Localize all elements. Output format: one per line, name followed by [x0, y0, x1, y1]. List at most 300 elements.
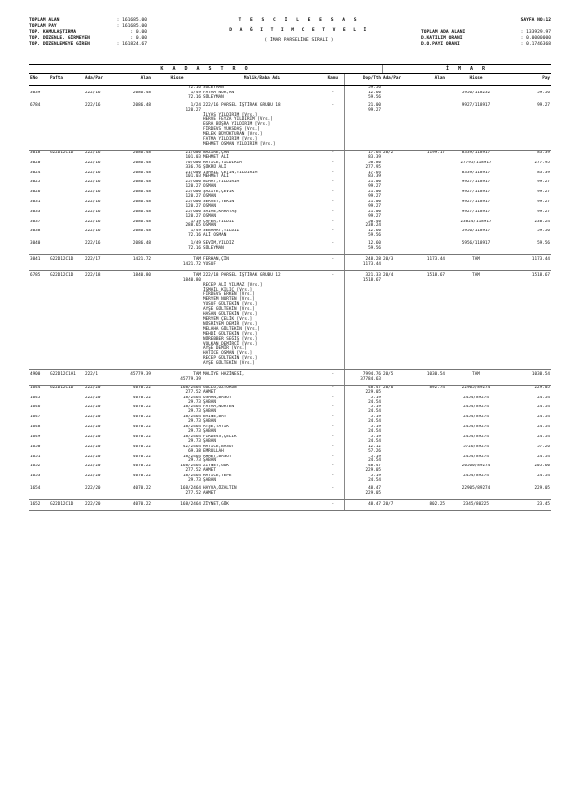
entry-number: 3018	[30, 150, 41, 155]
pafta-cell	[49, 455, 84, 465]
kamu-cell: -	[331, 405, 335, 410]
imar-adapar-cell	[382, 445, 410, 455]
kamu-cell: -	[322, 270, 344, 369]
entry-number: 3041	[29, 255, 49, 271]
pafta-cell: G22D12C1A1	[49, 370, 84, 386]
imar-adapar-cell	[382, 239, 410, 254]
owner-cell: SÜLEYMAN	[203, 85, 224, 90]
adapar-cell: 222/20	[85, 385, 101, 390]
imar-adapar-cell	[382, 455, 410, 465]
pay-cell: 99.27	[537, 209, 550, 214]
owner-cell: FATMA,NURTEN ŞABAN	[203, 405, 235, 415]
header-total-value: : 161824.67	[116, 42, 147, 48]
imar-adapar-cell: 20/4	[382, 270, 410, 369]
entry-number: 1652	[29, 499, 49, 510]
adapar-cell: 222/16	[85, 199, 101, 204]
area-cell: 4070.22	[132, 425, 151, 430]
imar-share-cell: 9927/118917	[461, 180, 491, 185]
title-tescile-esas: T E S C İ L E E S A S	[238, 18, 360, 23]
title-sort-note: ( İMAR PARSELİNE SIRALI )	[264, 38, 334, 44]
distribution-table	[29, 74, 551, 511]
dop-cell: 5.19 24.54	[344, 405, 382, 415]
header-total-value: : 161685.00	[116, 24, 147, 30]
imar-share-cell: 2345/80225	[446, 499, 506, 510]
imar-share-cell: 9927/118917	[461, 199, 491, 204]
imar-share-cell: 9927/118917	[461, 190, 491, 195]
pay-cell: 205.60	[534, 464, 550, 469]
entry-number: 1646	[30, 405, 41, 410]
table-row	[29, 190, 551, 200]
entry-number: 1647	[30, 415, 41, 420]
adapar-cell: 222/16	[85, 219, 101, 224]
imar-share-cell: 2454/89274	[463, 415, 489, 420]
pafta-cell	[49, 161, 84, 171]
table-row	[29, 405, 551, 415]
area-cell: 2086.48	[116, 239, 152, 254]
share-cell: 42/2464 69.38	[182, 444, 201, 454]
pafta-cell	[49, 91, 84, 101]
imar-area-cell	[410, 229, 446, 239]
pafta-cell	[49, 435, 84, 445]
dop-cell: 5.19 24.54	[344, 435, 382, 445]
share-cell: 1/49 72.16	[188, 229, 201, 239]
owner-cell: OSMAN,BASUT ŞABAN	[203, 395, 232, 405]
entry-number: 3038	[30, 229, 41, 234]
col-imar-adapar: Ada/Par	[382, 74, 410, 86]
adapar-cell: 222/20	[85, 434, 101, 439]
pafta-cell: G22D12C1D	[50, 385, 74, 390]
owner-cell: ZİYNET,GÖK AHMET	[203, 464, 229, 474]
owner-cell: İSMAİL ÇETİN,YILDIRIM MEHMET ALİ	[203, 170, 258, 180]
share-cell: 1/24 120.27	[152, 101, 202, 151]
pafta-cell	[49, 484, 84, 499]
table-header-row	[29, 74, 551, 86]
header-total-label: TOPLAM PAY	[29, 24, 57, 30]
imar-area-cell	[410, 455, 446, 465]
share-cell: 18/2464 29.73	[182, 454, 201, 464]
imar-area-cell	[410, 435, 446, 445]
table-row	[29, 161, 551, 171]
owner-cell: ZİYNET,GÖK	[202, 499, 322, 510]
area-cell: 4070.22	[132, 474, 151, 479]
share-cell: 25/600 120.27	[185, 209, 201, 219]
imar-adapar-cell	[382, 435, 410, 445]
col-alan: Alan	[116, 74, 152, 86]
imar-area-cell	[410, 396, 446, 406]
pay-cell: 24.54	[537, 434, 550, 439]
share-cell: 1/19 288.65	[185, 219, 201, 229]
imar-adapar-cell	[382, 190, 410, 200]
owner-cell: 222/16 PARSEL İŞTİRAK GRUBU 18 İLYAS YILDIRIM [Vrs.] HERVE FEYZA YILDIRIM [Vrs.] EGRA BÜŞRA YILDIRIM [Vrs.] FİRDEVS YUKSDAŞ [Vrs.] MELEK BÜYÜKTURAN [Vrs.] FATMA YILDIRIM [Vrs.] MEHMET OSMAN YILDIRIM [Vrs.]	[202, 101, 322, 151]
adapar-cell: 222/20	[85, 474, 101, 479]
entry-number: 3020	[30, 160, 41, 165]
document-header	[29, 18, 551, 64]
pafta-cell	[49, 425, 84, 435]
imar-area-cell	[410, 161, 446, 171]
imar-share-cell: 2454/89274	[463, 454, 489, 459]
kamu-cell: -	[322, 499, 344, 510]
kamu-cell: -	[322, 101, 344, 151]
imar-share-cell: 8339/118917	[461, 170, 491, 175]
entry-number: 3039	[30, 90, 41, 95]
dop-cell: 5.19 24.54	[344, 396, 382, 406]
imar-share-cell: 5956/118917	[461, 229, 491, 234]
imar-share-cell: 2454/89274	[463, 405, 489, 410]
table-row	[29, 484, 551, 499]
entry-number: 6784	[29, 101, 49, 151]
imar-adapar-cell: 20/6	[383, 385, 394, 390]
pay-cell: 59.56	[537, 229, 550, 234]
pay-cell: 24.54	[537, 425, 550, 430]
owner-cell: NİHAT,YILDIRIM OSMAN	[203, 180, 240, 190]
imar-area-cell	[410, 474, 446, 484]
share-cell: 168/2464 277.52	[152, 484, 202, 499]
kamu-cell: -	[331, 385, 335, 390]
dop-cell: 21.00 99.27	[344, 190, 382, 200]
pafta-cell	[49, 180, 84, 190]
imar-share-cell: 22905/89274	[461, 385, 491, 390]
share-cell: TAM 1840.80	[152, 270, 202, 369]
adapar-cell: 222/16	[85, 150, 101, 155]
imar-area-cell	[410, 101, 446, 151]
imar-share-cell: TAM	[446, 255, 506, 271]
kamu-cell: -	[322, 370, 344, 386]
owner-cell: HATİCE,BASUT EMRULLAH	[203, 444, 235, 454]
imar-area-cell	[410, 180, 446, 190]
adapar-cell: 222/20	[84, 484, 116, 499]
pay-cell: 229.05	[534, 385, 550, 390]
table-row	[29, 150, 551, 160]
table-row	[29, 455, 551, 465]
table-row	[29, 200, 551, 210]
imar-area-cell	[410, 445, 446, 455]
table-row	[29, 435, 551, 445]
imar-area-cell	[410, 171, 446, 181]
pafta-cell	[49, 474, 84, 484]
entry-number: 3037	[30, 219, 41, 224]
table-row	[29, 425, 551, 435]
imar-adapar-cell	[382, 180, 410, 190]
kamu-cell: -	[331, 219, 335, 224]
entry-number: 1652	[30, 464, 41, 469]
imar-area-cell: 1030.54	[410, 370, 446, 386]
imar-adapar-cell	[382, 200, 410, 210]
table-row	[29, 445, 551, 455]
imar-area-cell: 892.74	[429, 385, 445, 390]
area-cell: 2086.48	[132, 90, 151, 95]
owner-cell: HATİCE,YILDIRIM ŞÜKRÜ ALİ	[203, 160, 242, 170]
adapar-cell: 222/20	[85, 464, 101, 469]
dop-cell: 48.47 229.05	[344, 464, 382, 474]
owner-cell: FİRDEVS,ÇELİK ŞABAN	[203, 434, 237, 444]
area-cell: 2086.48	[132, 170, 151, 175]
table-row	[29, 385, 551, 395]
owner-cell: HATİCE,TEPE ŞABAN	[203, 474, 232, 484]
dop-cell: 50.40 238.24	[344, 220, 382, 230]
imar-adapar-cell	[382, 464, 410, 474]
kamu-cell: -	[322, 484, 344, 499]
imar-area-cell	[410, 415, 446, 425]
kamu-cell: -	[331, 180, 335, 185]
area-cell: 1421.72	[116, 255, 152, 271]
kamu-cell: -	[331, 395, 335, 400]
area-cell: 2086.48	[116, 101, 152, 151]
table-row	[29, 370, 551, 386]
area-cell: 4070.22	[132, 454, 151, 459]
adapar-cell: 222/16	[85, 160, 101, 165]
pay-cell: 57.26	[537, 444, 550, 449]
imar-share-cell: 9927/118917	[461, 209, 491, 214]
adapar-cell: 222/17	[84, 255, 116, 271]
imar-area-cell	[410, 464, 446, 474]
dop-cell: 58.80 277.95	[344, 161, 382, 171]
dop-cell: 321.33 1518.67	[344, 270, 382, 369]
share-cell: TAM 1421.72	[152, 255, 202, 271]
kamu-cell: -	[331, 90, 335, 95]
header-total-label: TOPLAM ADA ALANI	[421, 30, 466, 36]
entry-number: 3033	[30, 209, 41, 214]
area-cell: 4070.22	[116, 499, 152, 510]
kamu-cell: -	[331, 190, 335, 195]
owner-cell: AYŞE,TATIK ŞABAN	[203, 425, 229, 434]
share-cell: 18/2464 29.73	[182, 434, 201, 444]
header-totals-left	[29, 18, 149, 48]
imar-share-cell: 23824/118917	[460, 219, 492, 224]
imar-adapar-cell	[382, 220, 410, 230]
pay-cell: 24.54	[537, 474, 550, 479]
adapar-cell: 222/16	[84, 101, 116, 151]
imar-adapar-cell	[382, 425, 410, 435]
header-title-block	[199, 18, 399, 44]
owner-cell: FATMA NUR,AN SÜLEYMAN	[203, 90, 235, 100]
title-dagitim-cetveli: D A Ğ I T I M C E T V E L İ	[229, 28, 369, 34]
col-malik: Malik/Baba Adı	[202, 74, 322, 86]
entry-number: 3040	[29, 239, 49, 254]
pay-cell: 24.54	[537, 454, 550, 459]
pafta-cell	[49, 210, 84, 220]
table-row	[29, 91, 551, 101]
owner-cell: CAFER,YILDIZ OSMAN	[203, 219, 235, 229]
adapar-cell: 222/16	[85, 190, 101, 195]
dop-cell: 48.47 229.05	[344, 484, 382, 499]
header-total-label: D.O.PAYI ORANI	[421, 42, 460, 48]
imar-area-cell	[410, 200, 446, 210]
kamu-cell: -	[331, 160, 335, 165]
dop-cell: 21.00 99.27	[344, 101, 382, 151]
pay-cell: 238.24	[534, 219, 550, 224]
share-cell: 25/600 120.27	[185, 199, 201, 209]
imar-share-cell: 5726/89274	[463, 444, 489, 449]
imar-adapar-cell	[382, 484, 410, 499]
imar-area-cell: 802.25	[410, 499, 446, 510]
imar-share-cell: 2454/89274	[463, 434, 489, 439]
entry-number: 3026	[30, 190, 41, 195]
imar-adapar-cell: 20/2	[383, 150, 394, 155]
area-cell: 2086.48	[132, 190, 151, 195]
dop-cell: 12.60 59.56	[344, 239, 382, 254]
share-cell: 25/600 120.27	[185, 180, 201, 190]
pafta-cell: G22D12C1D	[49, 255, 84, 271]
header-total-value: : 0.00	[130, 36, 147, 42]
dop-cell: 17.64 83.39	[344, 171, 382, 181]
kamu-cell: -	[331, 209, 335, 214]
adapar-cell: 222/16	[85, 170, 101, 175]
col-dop: Dop/Tth	[344, 74, 382, 86]
imar-area-cell: 1173.44	[410, 255, 446, 271]
entry-number: 6785	[29, 270, 49, 369]
area-cell: 2086.48	[132, 219, 151, 224]
area-cell: 4070.22	[132, 385, 151, 390]
pay-cell: 1518.67	[506, 270, 551, 369]
imar-share-cell: 27795/118917	[460, 160, 492, 165]
entry-number: 1650	[30, 444, 41, 449]
col-imar-hisse: Hisse	[446, 74, 506, 86]
kamu-cell: -	[331, 170, 335, 175]
col-hisse: Hisse	[152, 74, 202, 86]
adapar-cell: 222/1	[84, 370, 116, 386]
entry-number: 1654	[29, 484, 49, 499]
imar-share-cell: 2454/89274	[463, 474, 489, 479]
table-row	[29, 171, 551, 181]
imar-adapar-cell	[382, 161, 410, 171]
imar-share-cell: 20560/89274	[461, 464, 491, 469]
imar-share-cell: 2454/89274	[463, 425, 489, 430]
header-total-label: TOP. KAMULAŞTIRMA	[29, 30, 77, 36]
area-cell: 4070.22	[116, 484, 152, 499]
area-cell: 2086.48	[132, 229, 151, 234]
col-eno: ENo	[29, 74, 49, 86]
dop-cell: 21.00 99.27	[344, 200, 382, 210]
share-cell: 1/49 72.16	[188, 90, 201, 100]
kamu-cell: -	[331, 150, 335, 155]
table-row	[29, 220, 551, 230]
pafta-cell: G22D12C1D	[49, 270, 84, 369]
share-cell: 18/2464 29.73	[182, 425, 201, 434]
imar-share-cell: 8339/118917	[461, 150, 491, 155]
pay-cell: 23.45	[506, 499, 551, 510]
entry-number: 1648	[30, 425, 41, 430]
pay-cell: 99.27	[537, 190, 550, 195]
owner-cell: NAZİRE,ÇAN MEHMET ALİ	[203, 150, 229, 160]
share-cell: 70/600 336.76	[185, 160, 201, 170]
owner-cell: ŞAZİYE,ÇEVİK OSMAN	[203, 190, 235, 200]
pafta-cell: G22D12C1D	[49, 499, 84, 510]
header-total-row	[29, 42, 149, 48]
dop-cell: 59.56	[344, 86, 382, 91]
adapar-cell: 222/20	[85, 454, 101, 459]
pafta-cell	[49, 239, 84, 254]
area-cell: 1840.80	[116, 270, 152, 369]
header-total-value: : 161685.00	[116, 18, 147, 23]
owner-cell: AHMET,BASUT ŞABAN	[203, 454, 232, 464]
table-row	[29, 255, 551, 271]
table-row	[29, 499, 551, 510]
band-imar: İ M A R	[382, 65, 551, 73]
pay-cell: 24.54	[537, 405, 550, 410]
header-total-value: : 0.0000000	[520, 36, 551, 42]
pafta-cell	[49, 220, 84, 230]
section-band	[29, 64, 551, 74]
pay-cell: 99.27	[537, 180, 550, 185]
owner-cell: SERVET,TEKİN OSMAN	[203, 199, 235, 209]
share-cell: 168/2464	[152, 499, 202, 510]
table-row	[29, 270, 551, 369]
pafta-cell	[49, 396, 84, 406]
area-cell: 2086.48	[132, 199, 151, 204]
adapar-cell: 222/20	[85, 395, 101, 400]
dop-cell: 48.47	[344, 499, 382, 510]
header-total-value: : 0.00	[130, 30, 147, 36]
area-cell: 2086.48	[132, 180, 151, 185]
imar-area-cell: 1518.67	[410, 270, 446, 369]
table-row	[29, 101, 551, 151]
col-pafta: Pafta	[49, 74, 84, 86]
entry-number: 1651	[30, 454, 41, 459]
pay-cell: 24.54	[537, 395, 550, 400]
header-totals-right	[421, 18, 551, 48]
imar-adapar-cell	[382, 229, 410, 239]
imar-adapar-cell	[382, 101, 410, 151]
pafta-cell	[49, 405, 84, 415]
dop-cell: 5.19 24.54	[344, 425, 382, 435]
table-row	[29, 396, 551, 406]
imar-area-cell	[410, 484, 446, 499]
owner-cell: SEBAHAT,YILDIZ ALİ OSMAN	[203, 229, 240, 239]
kamu-cell: -	[331, 444, 335, 449]
kamu-cell: -	[331, 199, 335, 204]
imar-area-cell	[410, 239, 446, 254]
header-total-label: TOPLAM ALAN	[29, 18, 60, 23]
col-imar-alan: Alan	[410, 74, 446, 86]
area-cell: 4070.22	[132, 434, 151, 439]
pafta-cell	[49, 101, 84, 151]
table-row	[29, 474, 551, 484]
header-total-label: TOP. DÜZENLE. GİRMEYEN	[29, 36, 90, 42]
owner-cell: MALİYE HAZİNESİ,	[202, 370, 322, 386]
entry-number: 3025	[30, 180, 41, 185]
pafta-cell	[49, 171, 84, 181]
table-row	[29, 180, 551, 190]
pay-cell: 59.56	[506, 239, 551, 254]
area-cell: 2086.48	[132, 160, 151, 165]
dop-cell: 12.12 57.26	[344, 445, 382, 455]
area-cell: 45779.39	[116, 370, 152, 386]
imar-share-cell: TAM	[446, 370, 506, 386]
dop-cell: 5.19 24.54	[344, 415, 382, 425]
area-cell: 4070.22	[132, 405, 151, 410]
owner-cell: GÜLLÜ,ÖZTORUN AHMET	[203, 385, 237, 395]
dop-cell: 248.28 1173.44	[344, 255, 382, 271]
owner-cell: SAİME,KARATAŞ OSMAN	[203, 209, 237, 219]
imar-adapar-cell	[382, 415, 410, 425]
imar-adapar-cell: 20/3	[382, 255, 410, 271]
imar-adapar-cell	[382, 396, 410, 406]
imar-area-cell: 1199.17	[426, 150, 445, 155]
pafta-cell	[49, 200, 84, 210]
pafta-cell	[49, 415, 84, 425]
page-number: SAYFA NO:12	[520, 18, 551, 23]
kamu-cell: -	[331, 474, 335, 479]
pay-cell: 229.05	[506, 484, 551, 499]
dop-cell: 12.60 59.56	[344, 229, 382, 239]
adapar-cell: 222/16	[84, 239, 116, 254]
col-kamu: Kamu	[322, 74, 344, 86]
pay-cell: 83.39	[537, 150, 550, 155]
dop-cell: 5.19 24.54	[344, 455, 382, 465]
dop-cell: 48.47 229.05	[344, 385, 382, 395]
col-pay: Pay	[506, 74, 551, 86]
pay-cell: 99.27	[506, 101, 551, 151]
